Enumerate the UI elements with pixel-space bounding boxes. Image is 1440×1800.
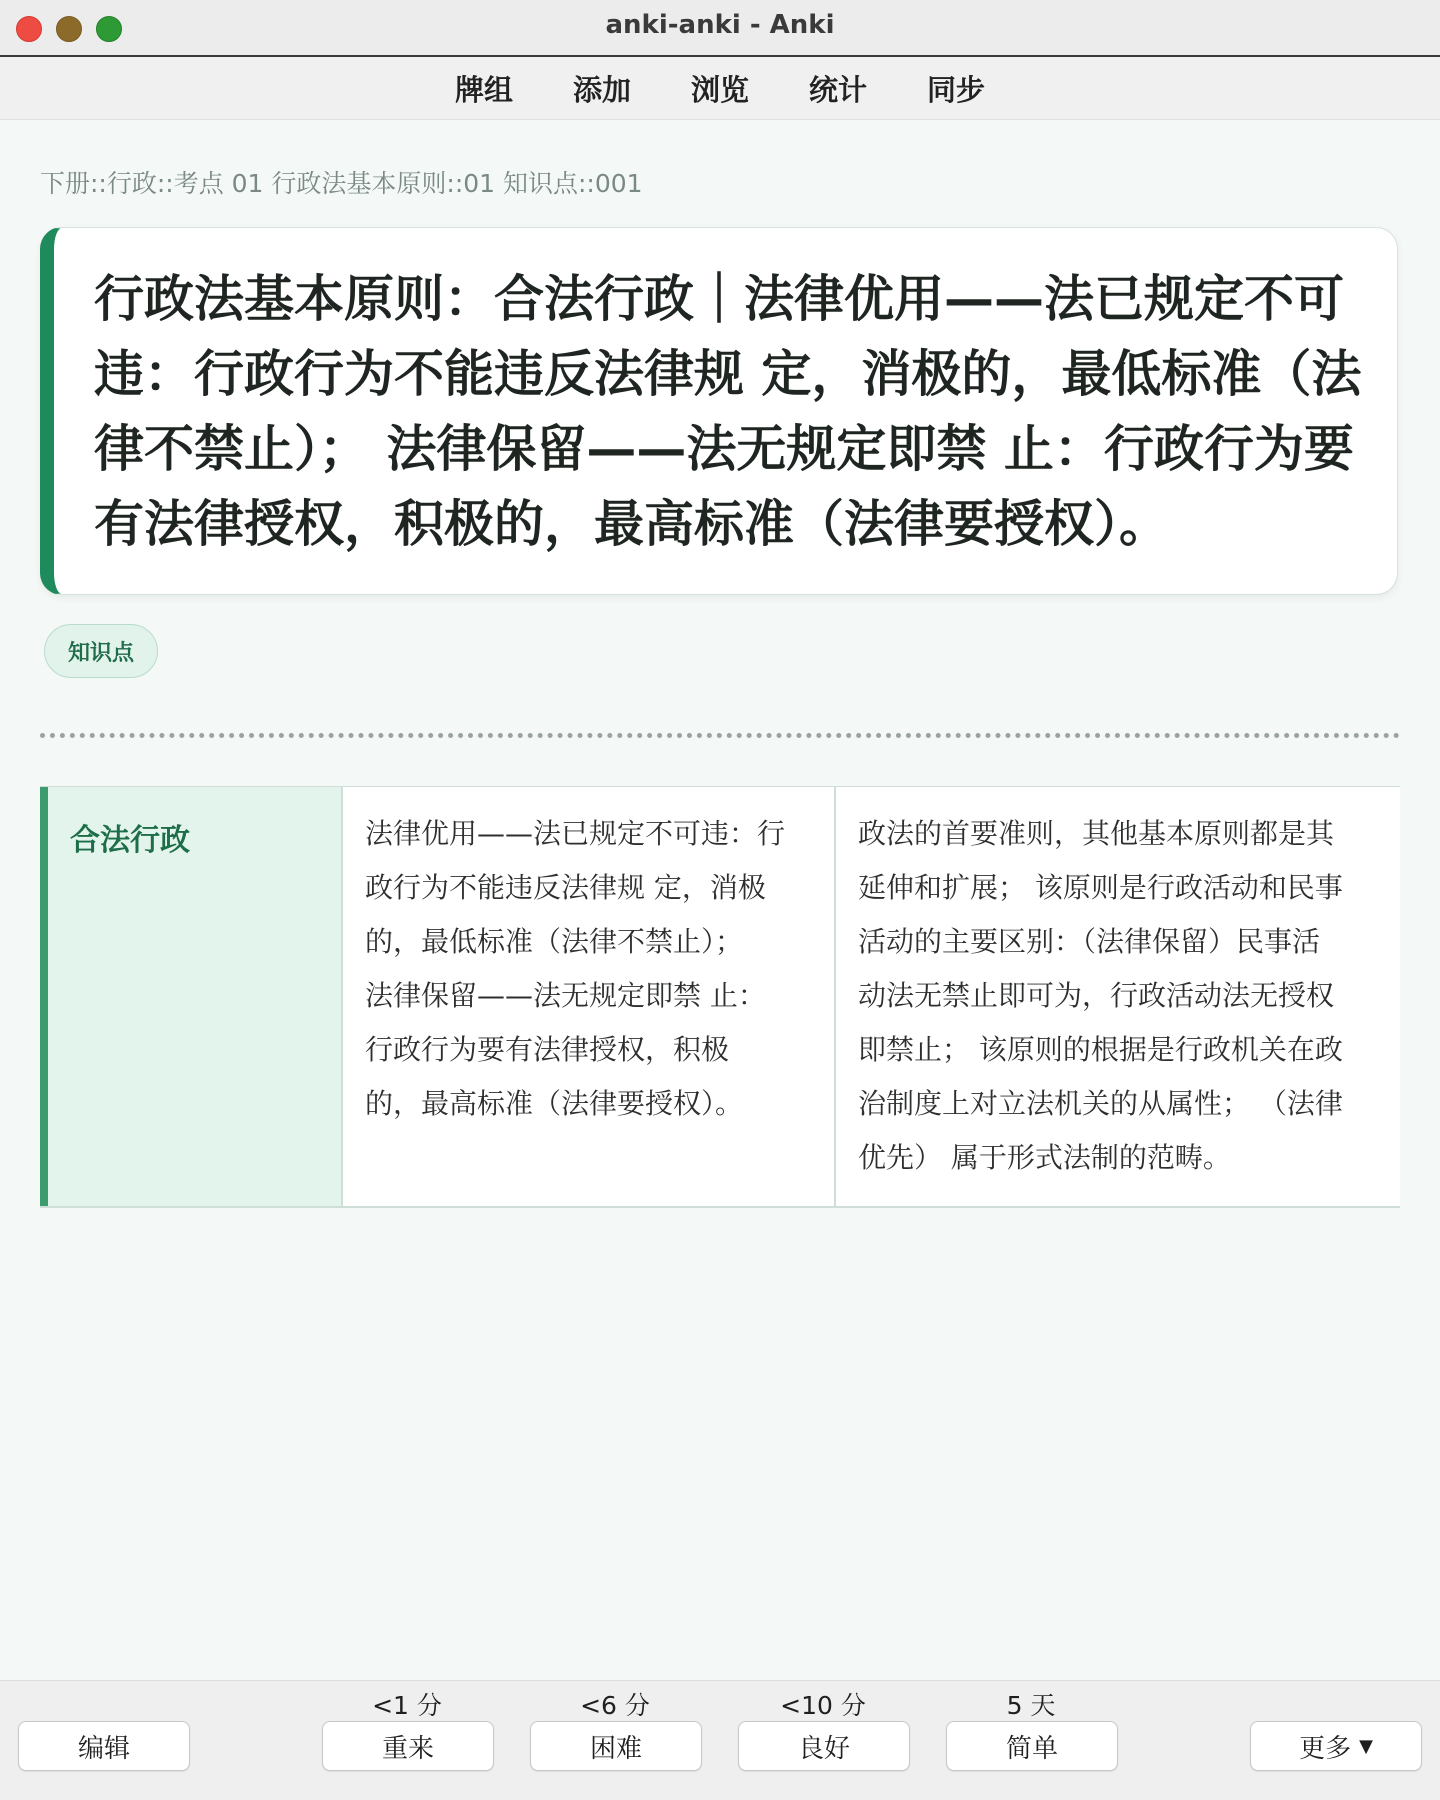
toolbar-decks[interactable]: 牌组 [454,72,513,107]
notes-line: 优先） 属于形式法制的范畴。 [858,1141,1231,1174]
good-button-label: 良好 [797,1733,850,1764]
question-line: 律不禁止）； 法律保留——法无规定即禁 止：行政行为要 [94,420,1354,478]
easy-button[interactable] [946,1721,1118,1771]
easy-interval: 5 天 [1006,1691,1056,1720]
main-toolbar [0,57,1440,120]
notes-line: 即禁止； 该原则的根据是行政机关在政 [858,1033,1343,1066]
question-text [94,262,1384,562]
window-title: anki-anki - Anki [605,10,835,40]
edit-button[interactable] [18,1721,190,1771]
hard-button[interactable] [530,1721,702,1771]
answer-heading-cell [40,787,343,1206]
caret-down-icon: ▼ [1359,1735,1373,1757]
answer-notes-cell [836,787,1400,1206]
more-button-label: 更多 [1299,1733,1352,1764]
definition-line: 的，最低标准（法律不禁止）； [365,925,744,958]
hard-button-label: 困难 [589,1733,642,1764]
definition-line: 的，最高标准（法律要授权）。 [365,1087,744,1120]
tag-badge: 知识点 [44,624,158,678]
question-card [40,227,1398,595]
edit-button-label: 编辑 [77,1733,130,1764]
answer-table [40,786,1400,1208]
answer-divider [40,733,1400,738]
notes-line: 活动的主要区别：（法律保留）民事活 [858,925,1321,958]
title-bar [0,0,1440,57]
again-button-label: 重来 [381,1733,434,1764]
again-button[interactable] [322,1721,494,1771]
answer-definition-cell [343,787,836,1206]
notes-line: 政法的首要准则，其他基本原则都是其 [858,817,1335,850]
toolbar-browse[interactable]: 浏览 [690,72,749,107]
toolbar-stats[interactable]: 统计 [809,72,868,107]
good-interval: <10 分 [780,1691,866,1720]
definition-line: 法律保留——法无规定即禁 止： [365,979,766,1012]
again-interval: <1 分 [372,1691,442,1720]
toolbar-sync[interactable]: 同步 [927,72,986,107]
deck-breadcrumb: 下册::行政::考点 01 行政法基本原则::01 知识点::001 [40,169,643,198]
review-bottom-bar [0,1680,1440,1800]
easy-button-label: 简单 [1005,1733,1058,1764]
question-line: 行政法基本原则：合法行政｜法律优用——法已规定不可 [94,270,1344,328]
good-button[interactable] [738,1721,910,1771]
answer-heading: 合法行政 [70,823,190,858]
more-button[interactable] [1250,1721,1422,1771]
definition-line: 行政行为要有法律授权，积极 [365,1033,730,1066]
question-line: 违：行政行为不能违反法律规 定，消极的，最低标准（法 [94,345,1362,403]
notes-line: 延伸和扩展； 该原则是行政活动和民事 [858,871,1343,904]
question-line: 有法律授权，积极的，最高标准（法律要授权）。 [94,495,1169,553]
hard-interval: <6 分 [580,1691,650,1720]
definition-line: 政行为不能违反法律规 定，消极 [365,871,766,904]
notes-line: 治制度上对立法机关的从属性； （法律 [858,1087,1343,1120]
answer-definition-text [365,807,818,1131]
definition-line: 法律优用——法已规定不可违：行 [365,817,786,850]
notes-line: 动法无禁止即可为，行政活动法无授权 [858,979,1335,1012]
toolbar-add[interactable]: 添加 [572,72,631,107]
answer-notes-text [858,807,1384,1185]
